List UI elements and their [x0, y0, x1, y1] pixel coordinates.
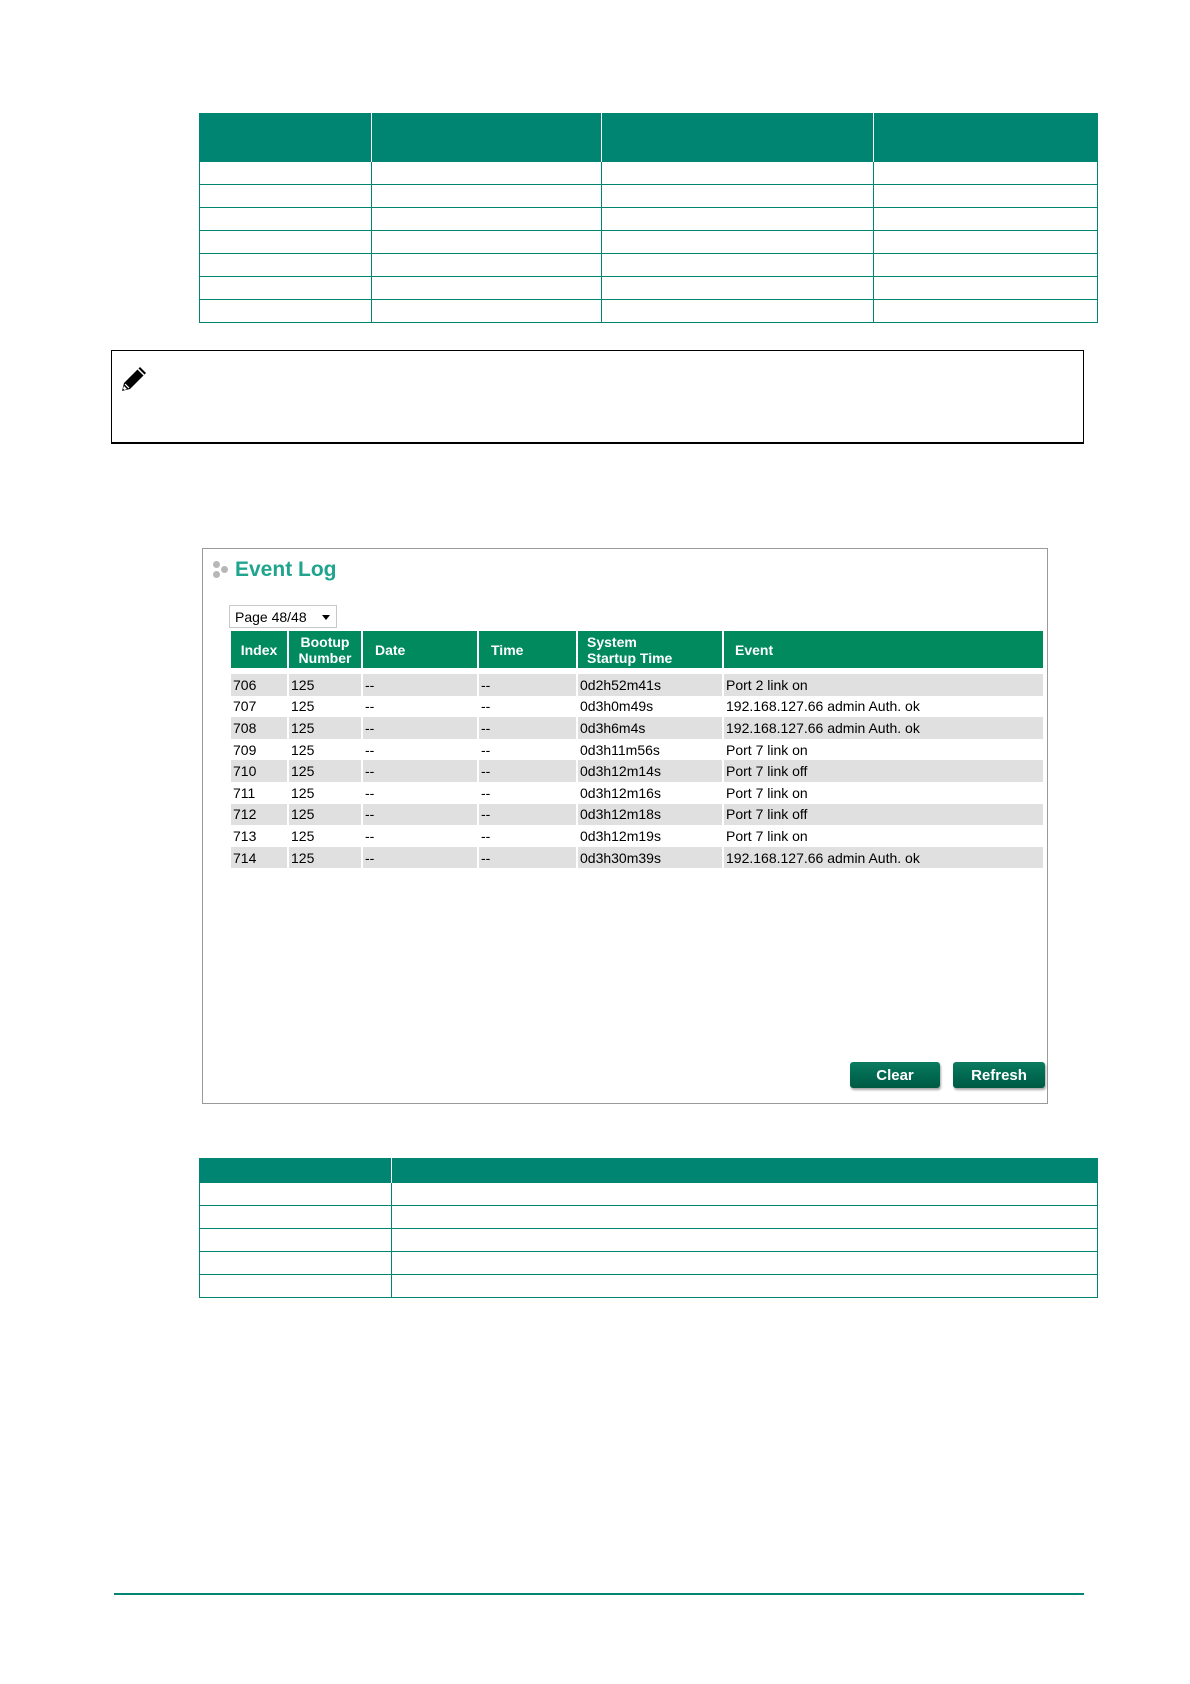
pencil-icon	[116, 361, 152, 397]
table-row	[200, 300, 1098, 323]
page-title: Event Log	[235, 558, 337, 581]
column-header-event: Event	[724, 631, 1043, 674]
table-row	[200, 231, 1098, 254]
table-row: 713 125 -- -- 0d3h12m19s Port 7 link on	[233, 827, 808, 844]
table-row	[200, 162, 1098, 185]
table-row	[200, 1183, 1098, 1206]
table-header-row	[200, 113, 1098, 162]
footer-divider	[114, 1593, 1084, 1595]
table-row	[200, 1252, 1098, 1275]
table-header-row	[200, 1158, 1098, 1183]
table-row	[200, 208, 1098, 231]
table-row	[200, 1275, 1098, 1298]
table-row	[200, 1206, 1098, 1229]
dots-icon	[211, 558, 233, 582]
table-row	[200, 1229, 1098, 1252]
table-row: 706 125 -- -- 0d2h52m41s Port 2 link on	[231, 674, 1043, 696]
page-select-value: Page 48/48	[235, 608, 307, 625]
table-row: 711 125 -- -- 0d3h12m16s Port 7 link on	[233, 784, 808, 801]
event-log-panel	[202, 548, 1048, 1104]
table-row: 709 125 -- -- 0d3h11m56s Port 7 link on	[233, 741, 808, 758]
table-row: 708 125 -- -- 0d3h6m4s 192.168.127.66 admin Auth. ok	[231, 717, 1043, 739]
table-row	[200, 277, 1098, 300]
parameter-table-top	[199, 113, 1098, 323]
column-header-index: Index	[231, 631, 287, 674]
clear-button[interactable]: Clear	[850, 1062, 940, 1088]
column-header-time: Time	[479, 631, 576, 674]
note-box	[111, 350, 1084, 444]
parameter-table-bottom	[199, 1158, 1098, 1298]
log-header-row	[231, 631, 1043, 674]
table-row	[200, 185, 1098, 208]
table-row: 714 125 -- -- 0d3h30m39s 192.168.127.66 admin Auth. ok	[231, 847, 1043, 869]
table-row	[200, 254, 1098, 277]
column-header-system-startup-time: System Startup Time	[578, 631, 722, 674]
column-header-date: Date	[363, 631, 477, 674]
event-log-table	[229, 631, 1045, 868]
page-select[interactable]	[229, 605, 337, 628]
panel-title	[211, 557, 337, 583]
table-row: 707 125 -- -- 0d3h0m49s 192.168.127.66 admin Auth. ok	[233, 698, 920, 715]
chevron-down-icon	[322, 615, 330, 620]
table-row: 712 125 -- -- 0d3h12m18s Port 7 link off	[231, 804, 1043, 826]
column-header-bootup-number: Bootup Number	[289, 631, 361, 674]
table-row: 710 125 -- -- 0d3h12m14s Port 7 link off	[231, 760, 1043, 782]
refresh-button[interactable]: Refresh	[953, 1062, 1045, 1088]
